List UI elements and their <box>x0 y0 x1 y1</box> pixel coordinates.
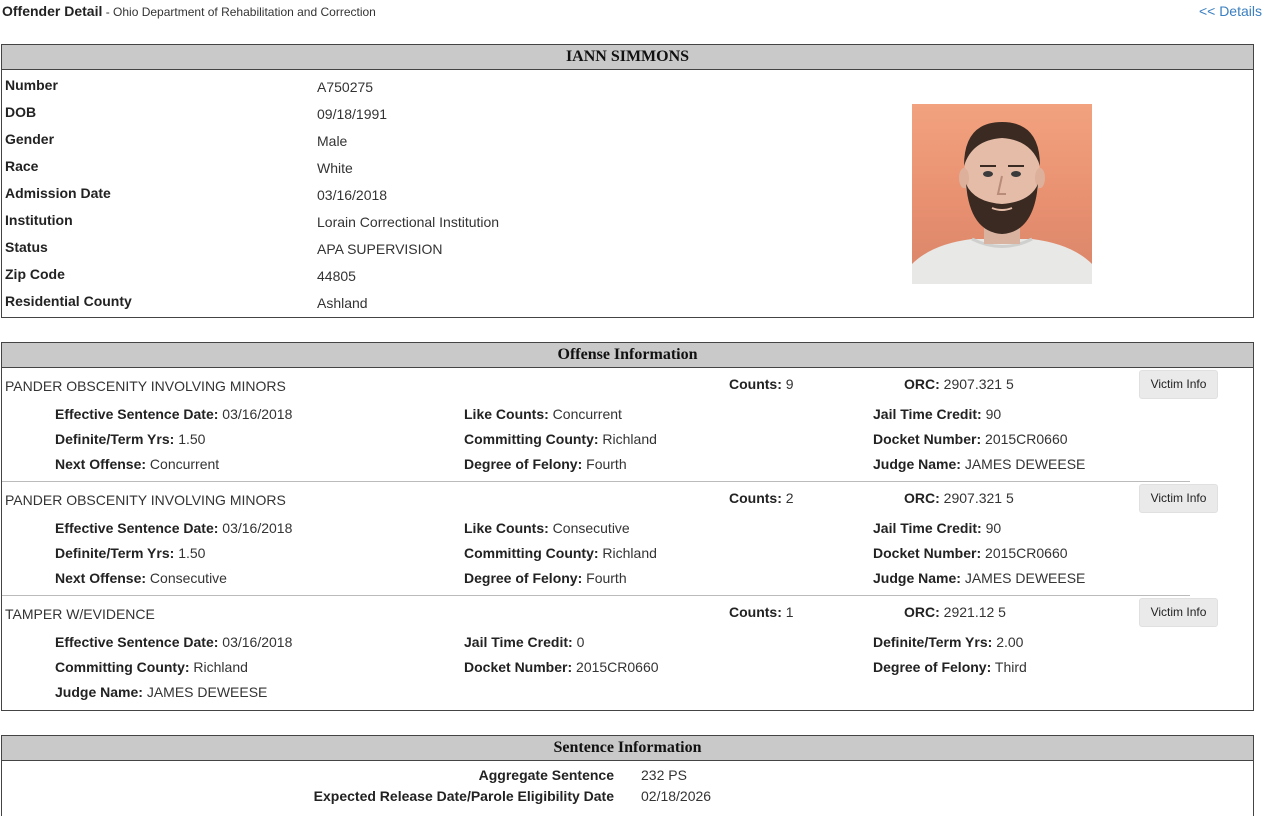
offense-orc: ORC: 2907.321 5 <box>904 376 1014 392</box>
offense-panel <box>1 342 1254 711</box>
jail-time-credit: Jail Time Credit: 90 <box>873 520 1002 536</box>
offense-divider <box>2 481 1190 482</box>
info-label: DOB <box>5 104 37 120</box>
offense-section-title: Offense Information <box>2 343 1253 368</box>
degree-of-felony: Degree of Felony: Fourth <box>464 570 627 586</box>
info-label: Admission Date <box>5 185 111 201</box>
back-to-details-link[interactable]: << Details <box>1198 3 1262 19</box>
committing-county: Committing County: Richland <box>464 431 657 447</box>
info-value: A750275 <box>317 79 374 95</box>
portrait-image <box>912 104 1092 284</box>
effective-sentence-date: Effective Sentence Date: 03/16/2018 <box>55 520 293 536</box>
jail-time-credit: Jail Time Credit: 0 <box>464 634 585 650</box>
like-counts: Like Counts: Concurrent <box>464 406 622 422</box>
offense-counts: Counts: 9 <box>729 376 794 392</box>
offense-orc: ORC: 2907.321 5 <box>904 490 1014 506</box>
title-separator: - <box>102 5 114 19</box>
judge-name: Judge Name: JAMES DEWEESE <box>55 684 268 700</box>
info-label: Zip Code <box>5 266 65 282</box>
victim-info-button[interactable]: Victim Info <box>1139 598 1218 627</box>
judge-name: Judge Name: JAMES DEWEESE <box>873 456 1086 472</box>
page-title: Offender Detail <box>2 3 103 19</box>
info-label: Gender <box>5 131 55 147</box>
docket-number: Docket Number: 2015CR0660 <box>873 545 1068 561</box>
sentence-panel <box>1 735 1254 816</box>
docket-number: Docket Number: 2015CR0660 <box>464 659 659 675</box>
info-label: Race <box>5 158 39 174</box>
like-counts: Like Counts: Consecutive <box>464 520 630 536</box>
offender-panel <box>1 44 1254 318</box>
next-offense: Next Offense: Concurrent <box>55 456 220 472</box>
offender-name-header: IANN SIMMONS <box>2 45 1253 70</box>
victim-info-button[interactable]: Victim Info <box>1139 484 1218 513</box>
next-offense: Next Offense: Consecutive <box>55 570 227 586</box>
offense-divider <box>2 595 1190 596</box>
committing-county: Committing County: Richland <box>55 659 248 675</box>
info-value: Lorain Correctional Institution <box>317 214 500 230</box>
docket-number: Docket Number: 2015CR0660 <box>873 431 1068 447</box>
jail-time-credit: Jail Time Credit: 90 <box>873 406 1002 422</box>
info-value: 03/16/2018 <box>317 187 388 203</box>
info-label: Number <box>5 77 58 93</box>
offense-name: TAMPER W/EVIDENCE <box>5 606 155 622</box>
degree-of-felony: Degree of Felony: Third <box>873 659 1027 675</box>
offense-counts: Counts: 1 <box>729 604 794 620</box>
aggregate-sentence-value: 232 PS <box>641 767 687 783</box>
definite-term-yrs: Definite/Term Yrs: 1.50 <box>55 545 206 561</box>
info-value: Male <box>317 133 348 149</box>
expected-release-date-label: Expected Release Date/Parole Eligibility Date <box>313 788 614 804</box>
sentence-section-title: Sentence Information <box>2 736 1253 761</box>
info-label: Status <box>5 239 48 255</box>
committing-county: Committing County: Richland <box>464 545 657 561</box>
info-value: White <box>317 160 353 176</box>
judge-name: Judge Name: JAMES DEWEESE <box>873 570 1086 586</box>
degree-of-felony: Degree of Felony: Fourth <box>464 456 627 472</box>
page-header <box>2 3 1272 21</box>
offense-orc: ORC: 2921.12 5 <box>904 604 1006 620</box>
offense-counts: Counts: 2 <box>729 490 794 506</box>
definite-term-yrs: Definite/Term Yrs: 2.00 <box>873 634 1024 650</box>
info-value: Ashland <box>317 295 368 311</box>
info-label: Institution <box>5 212 73 228</box>
effective-sentence-date: Effective Sentence Date: 03/16/2018 <box>55 634 293 650</box>
offense-name: PANDER OBSCENITY INVOLVING MINORS <box>5 378 286 394</box>
effective-sentence-date: Effective Sentence Date: 03/16/2018 <box>55 406 293 422</box>
info-value: 44805 <box>317 268 356 284</box>
info-value: APA SUPERVISION <box>317 241 443 257</box>
info-value: 09/18/1991 <box>317 106 388 122</box>
expected-release-date-value: 02/18/2026 <box>641 788 712 804</box>
definite-term-yrs: Definite/Term Yrs: 1.50 <box>55 431 206 447</box>
aggregate-sentence-label: Aggregate Sentence <box>478 767 614 783</box>
offender-photo <box>912 104 1092 284</box>
page-subtitle: Ohio Department of Rehabilitation and Correction <box>113 5 376 19</box>
offense-name: PANDER OBSCENITY INVOLVING MINORS <box>5 492 286 508</box>
info-label: Residential County <box>5 293 132 309</box>
victim-info-button[interactable]: Victim Info <box>1139 370 1218 399</box>
